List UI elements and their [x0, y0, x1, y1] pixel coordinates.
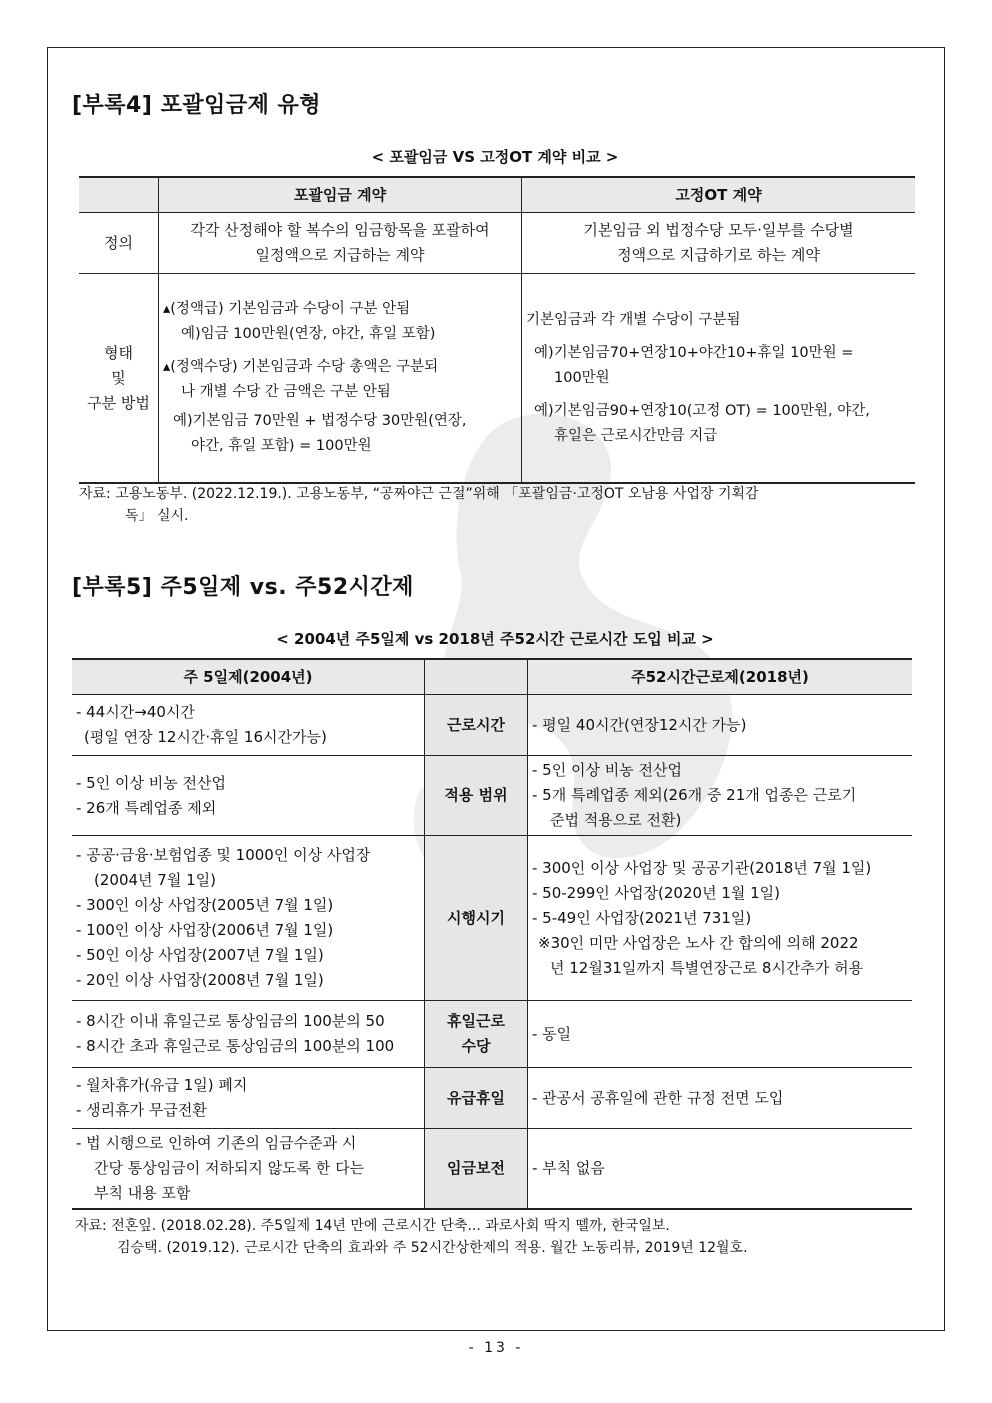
- text-line: 나 개별 수당 간 금액은 구분 안됨: [181, 384, 391, 400]
- text-line: 야간, 휴일 포함) = 100만원: [191, 438, 372, 454]
- text-line: 예)임금 100만원(연장, 야간, 휴일 포함): [181, 326, 436, 342]
- header-five-day: 주 5일제(2004년): [72, 659, 425, 695]
- left-cell: [72, 1001, 425, 1068]
- appendix4-caption: < 포괄임금 VS 고정OT 계약 비교 >: [371, 148, 619, 166]
- text-line: - 5인 이상 비농 전산업: [532, 761, 682, 779]
- left-cell: [72, 1068, 425, 1129]
- text-line: 예)기본임금 70만원 + 법정수당 30만원(연장,: [173, 413, 467, 429]
- table-row: [72, 1129, 912, 1210]
- header-blank: [79, 177, 159, 213]
- appendix5-heading: [부록5] 주5일제 vs. 주52시간제: [72, 575, 414, 600]
- text-line: 예)기본임금90+연장10(고정 OT) = 100만원, 야간,: [534, 402, 870, 419]
- table-row: [72, 756, 912, 836]
- work-hours-comparison-table: [72, 658, 912, 1210]
- form-fixed-ot: [522, 274, 916, 484]
- contract-comparison-table: [79, 176, 915, 484]
- text-line: 형태: [104, 343, 133, 362]
- text-line: ※30인 미만 사업장은 노사 간 합의에 의해 2022: [538, 933, 859, 952]
- category-cell: 적용 범위: [425, 756, 528, 836]
- right-cell: [528, 695, 913, 756]
- text-line: - 5개 특례업종 제외(26개 중 21개 업종은 근로기: [532, 786, 857, 804]
- category-cell: 임금보전: [425, 1129, 528, 1210]
- text-line: (평일 연장 12시간·휴일 16시간가능): [84, 728, 327, 746]
- left-cell: [72, 836, 425, 1001]
- text-line: 김승택. (2019.12). 근로시간 단축의 효과와 주 52시간상한제의 적용. 월간 노동리뷰, 2019년 12월호.: [117, 1240, 748, 1256]
- text-line: - 300인 이상 사업장(2005년 7월 1일): [76, 896, 334, 914]
- text-line: 부칙 내용 포함: [94, 1184, 191, 1202]
- text-line: 기본임금과 각 개별 수당이 구분됨: [526, 311, 741, 328]
- text-line: 각각 산정해야 할 복수의 임금항목을 포괄하여: [190, 221, 490, 239]
- row-label-form: [79, 274, 159, 484]
- text-line: 휴일근로: [447, 1012, 505, 1030]
- text-line: ▴(정액급) 기본임금과 수당이 구분 안됨: [163, 301, 411, 317]
- row-label-definition: 정의: [79, 213, 159, 274]
- header-52-hours: 주52시간근로제(2018년): [528, 659, 913, 695]
- text-line: 년 12월31일까지 특별연장근로 8시간추가 허용: [550, 958, 864, 977]
- text-line: ▴(정액수당) 기본임금과 수당 총액은 구분되: [163, 359, 439, 375]
- header-inclusive-wage: 포괄임금 계약: [159, 177, 522, 213]
- text-line: 구분 방법: [87, 393, 150, 412]
- appendix4-source: [79, 483, 915, 527]
- right-cell: [528, 836, 913, 1001]
- text-line: 기본임금 외 법정수당 모두·일부를 수당별: [583, 221, 854, 239]
- text-line: - 50인 이상 사업장(2007년 7월 1일): [76, 946, 324, 964]
- table-row: [72, 1001, 912, 1068]
- text-line: - 공공·금융·보험업종 및 1000인 이상 사업장: [76, 846, 371, 864]
- category-cell: 시행시기: [425, 836, 528, 1001]
- definition-fixed-ot: [522, 213, 916, 274]
- text-line: - 동일: [532, 1024, 572, 1043]
- text-line: 정액으로 지급하기로 하는 계약: [617, 246, 820, 264]
- text-line: 휴일은 근로시간만큼 지급: [554, 427, 718, 444]
- text-line: - 8시간 초과 휴일근로 통상임금의 100분의 100: [76, 1037, 395, 1055]
- text-line: 및: [111, 368, 126, 387]
- text-line: - 8시간 이내 휴일근로 통상임금의 100분의 50: [76, 1012, 385, 1030]
- header-fixed-ot: 고정OT 계약: [522, 177, 916, 213]
- left-cell: [72, 695, 425, 756]
- text-line: 일정액으로 지급하는 계약: [255, 246, 425, 264]
- text-line: - 부칙 없음: [532, 1159, 605, 1177]
- text-line: - 5-49인 사업장(2021년 731일): [532, 908, 752, 927]
- text-line: - 300인 이상 사업장 및 공공기관(2018년 7월 1일): [532, 858, 872, 877]
- text-line: - 44시간→40시간: [76, 703, 195, 721]
- header-blank: [425, 659, 528, 695]
- category-cell: 근로시간: [425, 695, 528, 756]
- text-line: 예)기본임금70+연장10+야간10+휴일 10만원 =: [534, 344, 854, 361]
- right-cell: [528, 1129, 913, 1210]
- text-line: - 관공서 공휴일에 관한 규정 전면 도입: [532, 1088, 784, 1107]
- table-row: [79, 274, 915, 484]
- appendix5-caption: < 2004년 주5일제 vs 2018년 주52시간 근로시간 도입 비교 >: [276, 630, 714, 648]
- text-line: - 26개 특례업종 제외: [76, 798, 217, 817]
- text-line: 간당 통상임금이 저하되지 않도록 한 다는: [94, 1159, 365, 1177]
- text-line: - 100인 이상 사업장(2006년 7월 1일): [76, 921, 334, 939]
- table-row: [72, 836, 912, 1001]
- right-cell: [528, 756, 913, 836]
- table-row: [79, 213, 915, 274]
- text-line: 준법 적용으로 전환): [550, 811, 682, 829]
- text-line: 독」 실시.: [125, 508, 189, 524]
- category-cell: [425, 1001, 528, 1068]
- definition-inclusive: [159, 213, 522, 274]
- text-line: - 생리휴가 무급전환: [76, 1101, 207, 1119]
- left-cell: [72, 1129, 425, 1210]
- text-line: - 50-299인 사업장(2020년 1월 1일): [532, 883, 781, 902]
- table-row: [72, 695, 912, 756]
- page-number: - 13 -: [468, 1340, 524, 1356]
- text-line: - 20인 이상 사업장(2008년 7월 1일): [76, 971, 324, 989]
- text-line: 자료: 고용노동부. (2022.12.19.). 고용노동부, “공짜야근 근절”위해 「포괄임금·고정OT 오남용 사업장 기획감: [79, 486, 759, 502]
- text-line: (2004년 7월 1일): [94, 871, 216, 889]
- text-line: - 월차휴가(유급 1일) 폐지: [76, 1076, 248, 1094]
- text-line: - 법 시행으로 인하여 기존의 임금수준과 시: [76, 1134, 357, 1152]
- right-cell: [528, 1068, 913, 1129]
- form-inclusive: [159, 274, 522, 484]
- right-cell: [528, 1001, 913, 1068]
- text-line: 100만원: [554, 369, 610, 386]
- left-cell: [72, 756, 425, 836]
- table-row: [72, 1068, 912, 1129]
- text-line: - 평일 40시간(연장12시간 가능): [532, 715, 747, 734]
- category-cell: 유급휴일: [425, 1068, 528, 1129]
- text-line: 자료: 전혼잎. (2018.02.28). 주5일제 14년 만에 근로시간 단축... 과로사회 딱지 뗄까, 한국일보.: [75, 1218, 670, 1234]
- text-line: - 5인 이상 비농 전산업: [76, 773, 226, 792]
- appendix5-source: [75, 1215, 915, 1259]
- appendix4-heading: [부록4] 포괄임금제 유형: [72, 93, 322, 118]
- text-line: 수당: [461, 1037, 491, 1055]
